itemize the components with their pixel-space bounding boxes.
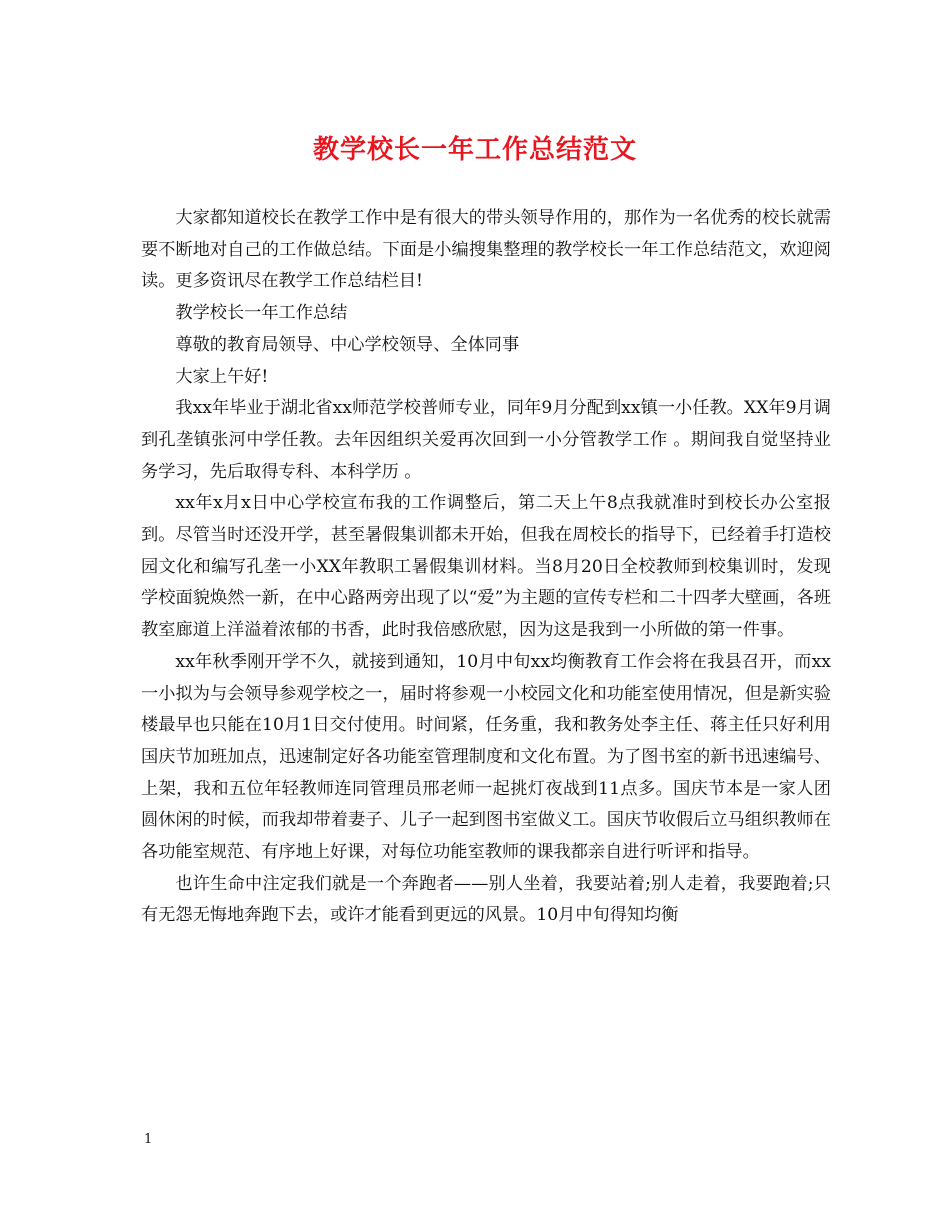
paragraph-heading: 教学校长一年工作总结: [175, 303, 348, 324]
paragraph-intro: 大家都知道校长在教学工作中是有很大的带头领导作用的，那作为一名优秀的校长就需要不断地对自己的工作做总结。下面是小编搜集整理的教学校长一年工作总结范文，欢迎阅读。更多资讯尽在教学工作总结栏目!: [141, 208, 831, 292]
paragraph-background: 我xx年毕业于湖北省xx师范学校普师专业，同年9月分配到xx镇一小任教。XX年9月调到孔垄镇张河中学任教。去年因组织关爱再次回到一小分管教学工作 。期间我自觉坚持业务学习，先后取得专科、本科学历 。: [141, 398, 831, 482]
paragraph-runner: 也许生命中注定我们就是一个奔跑者——别人坐着，我要站着;别人走着，我要跑着;只有无怨无悔地奔跑下去，或许才能看到更远的风景。10月中旬得知均衡: [141, 873, 831, 926]
paragraph-function-rooms: xx年秋季刚开学不久，就接到通知，10月中旬xx均衡教育工作会将在我县召开，而xx一小拟为与会领导参观学校之一，届时将参观一小校园文化和功能室使用情况，但是新实验楼最早也只能在10月1日交付使用。时间紧，任务重，我和教务处李主任、蒋主任只好利用国庆节加班加点，迅速制定好各功能室管理制度和文化布置。为了图书室的新书迅速编号、上架，我和五位年轻教师连同管理员邢老师一起挑灯夜战到11点多。国庆节本是一家人团圆休闲的时候，而我却带着妻子、儿子一起到图书室做义工。国庆节收假后立马组织教师在各功能室规范、有序地上好课，对每位功能室教师的课我都亲自进行听评和指导。: [141, 651, 831, 863]
paragraph-greeting: 大家上午好!: [175, 366, 269, 387]
paragraph-salutation: 尊敬的教育局领导、中心学校领导、全体同事: [175, 334, 520, 355]
document-title: 教学校长一年工作总结范文: [312, 135, 637, 165]
page-number: 1: [144, 1132, 153, 1147]
paragraph-campus-culture: xx年x月x日中心学校宣布我的工作调整后，第二天上午8点我就准时到校长办公室报到。尽管当时还没开学，甚至暑假集训都未开始，但我在周校长的指导下，已经着手打造校园文化和编写孔垄一小XX年教职工暑假集训材料。当8月20日全校教师到校集训时，发现学校面貌焕然一新，在中心路两旁出现了以“爱”为主题的宣传专栏和二十四孝大壁画，各班教室廊道上洋溢着浓郁的书香，此时我倍感欣慰，因为这是我到一小所做的第一件事。: [141, 493, 831, 641]
document-body: [141, 203, 831, 932]
